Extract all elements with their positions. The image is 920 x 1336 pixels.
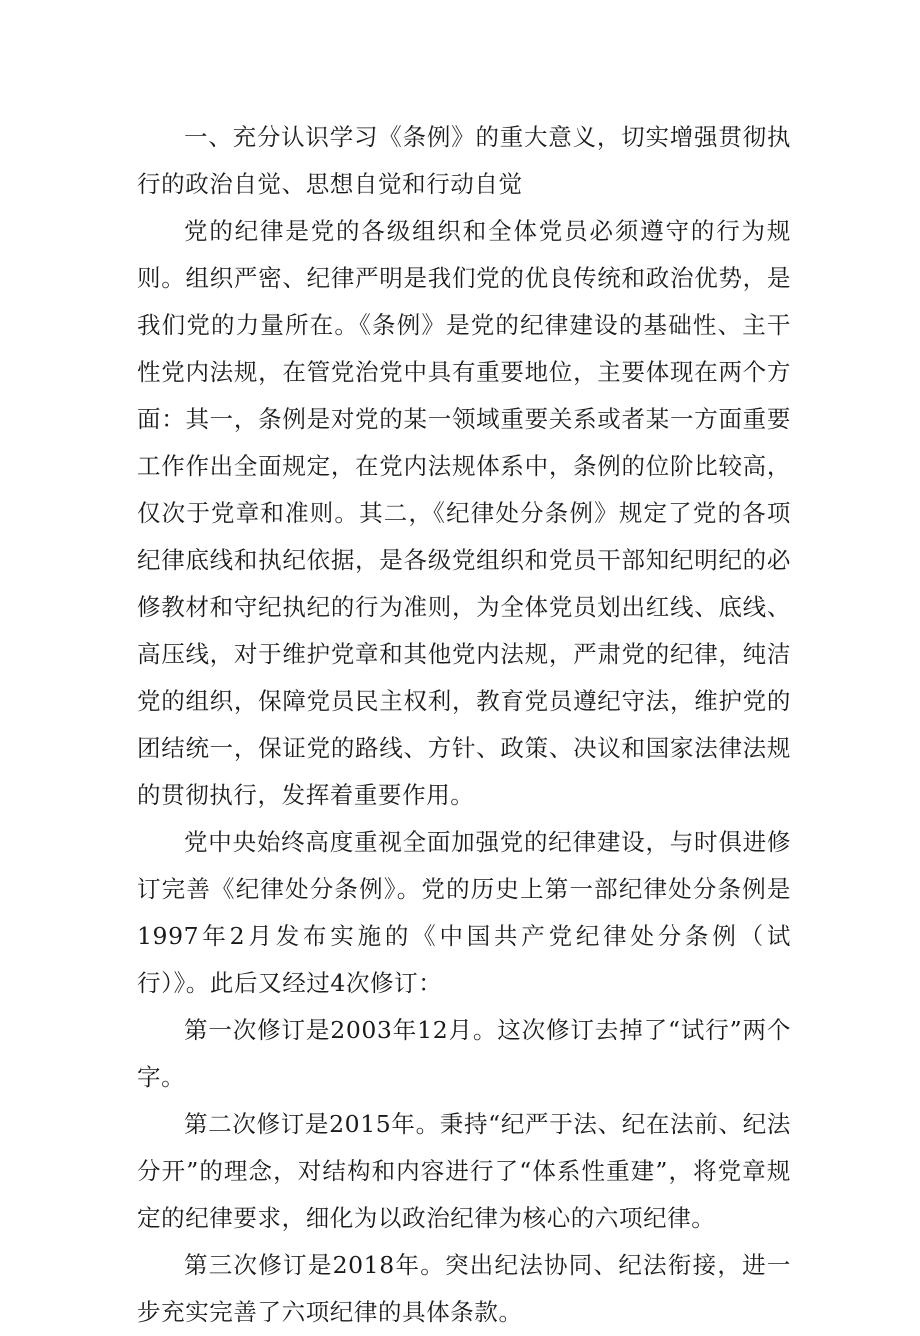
section-heading: 一、充分认识学习《条例》的重大意义，切实增强贯彻执行的政治自觉、思想自觉和行动自觉 — [137, 123, 791, 198]
paragraph-discipline-importance: 党的纪律是党的各级组织和全体党员必须遵守的行为规则。组织严密、纪律严明是我们党的优良传统和政治优势，是我们党的力量所在。《条例》是党的纪律建设的基础性、主干性党内法规，在管党治党中具有重要地位，主要体现在两个方面：其一，条例是对党的某一领域重要关系或者某一方面重要工作作出全面规定，在党内法规体系中，条例的位阶比较高，仅次于党章和准则。其二，《纪律处分条例》规定了党的各项纪律底线和执纪依据，是各级党组织和党员干部知纪明纪的必修教材和守纪执纪的行为准则，为全体党员划出红线、底线、高压线，对于维护党章和其他党内法规，严肃党的纪律，纯洁党的组织，保障党员民主权利，教育党员遵纪守法，维护党的团结统一，保证党的路线、方针、政策、决议和国家法律法规的贯彻执行，发挥着重要作用。 — [137, 217, 791, 809]
document-body — [137, 114, 791, 1336]
paragraph-third-revision: 第三次修订是2018年。突出纪法协同、纪法衔接，进一步充实完善了六项纪律的具体条款。 — [137, 1251, 791, 1326]
paragraph-first-revision: 第一次修订是2003年12月。这次修订去掉了“试行”两个字。 — [137, 1016, 791, 1091]
paragraph-revision-history: 党中央始终高度重视全面加强党的纪律建设，与时俱进修订完善《纪律处分条例》。党的历史上第一部纪律处分条例是1997年2月发布实施的《中国共产党纪律处分条例（试行）》。此后又经过4次修订： — [137, 828, 791, 997]
paragraph-second-revision: 第二次修订是2015年。秉持“纪严于法、纪在法前、纪法分开”的理念，对结构和内容进行了“体系性重建”，将党章规定的纪律要求，细化为以政治纪律为核心的六项纪律。 — [137, 1110, 791, 1232]
